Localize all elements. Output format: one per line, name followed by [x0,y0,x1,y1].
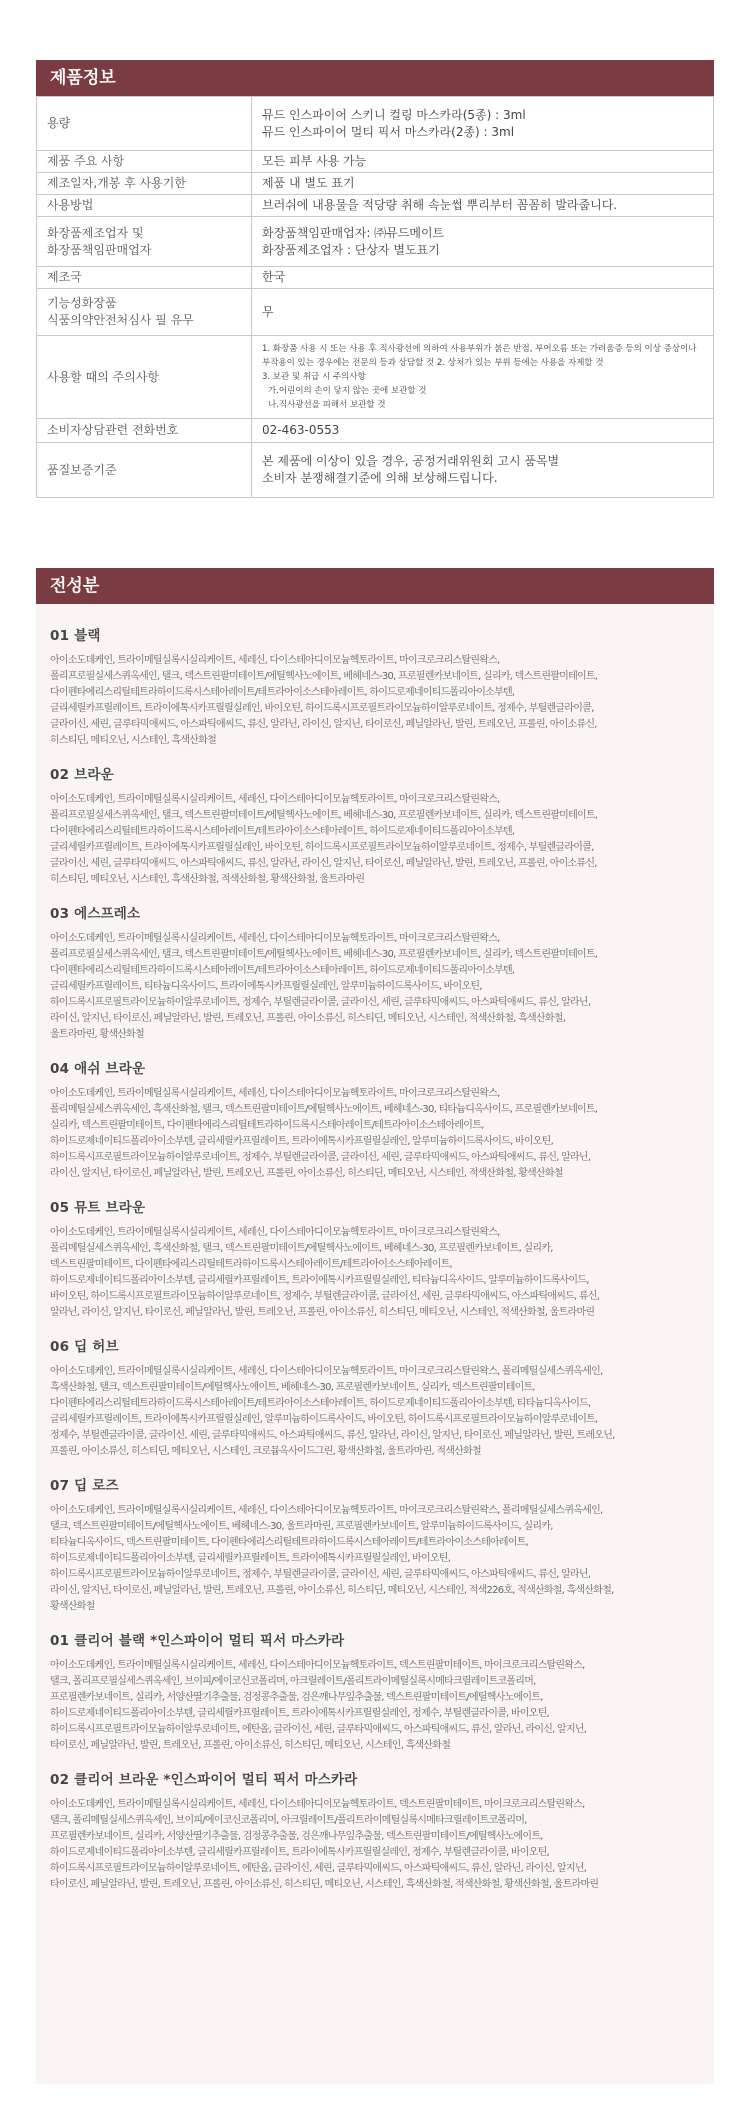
info-value [252,195,714,217]
info-value-line: 모든 피부 사용 가능 [262,154,367,168]
info-row [37,217,714,267]
ingredient-list-line: 라이신, 알지닌, 타이로신, 페닐알라닌, 발린, 트레오닌, 프롤린, 아이소류신, 히스티딘, 메티오닌, 시스테인, 적색산화철, 황색산화철 [50,1168,563,1179]
ingredient-list-line: 하이드로제네이티드폴리아이소부텐, 글리세릴카프릴레이트, 트라이에톡시카프릴릴실레인, 알루미늄하이드록사이드, 바이오틴, [50,1136,553,1147]
info-value-line: 부작용이 있는 경우에는 전문의 등과 상담할 것 2. 상처가 있는 부위 등에는 사용을 자제할 것 [262,358,604,368]
ingredient-list-line: 하이드록시프로필트라이모늄하이알루로네이트, 정제수, 부틸렌글라이콜, 글라이신, 세린, 글루타믹애씨드, 아스파틱애씨드, 류신, 알라닌, [50,997,591,1008]
ingredient-block [50,902,700,1043]
info-value [252,336,714,419]
info-label-line: 기능성화장품 [47,296,117,310]
info-value-line: 무 [262,304,274,319]
ingredient-list-line: 폴리메틸실세스퀴옥세인, 흑색산화철, 탤크, 덱스트린팔미테이트/에틸헥사노에이트, 베헤네스-30, 프로필렌카보네이트, 실리카, [50,1243,553,1254]
info-value-line: 한국 [262,270,286,284]
ingredient-list-line: 실리카, 덱스트린팔미테이트, 다이펜타에리스리틸테트라하이드록시스테아레이트/테트라아이소스테아레이트, [50,1120,484,1131]
ingredient-list-line: 라이신, 알지닌, 타이로신, 페닐알라닌, 발린, 트레오닌, 프롤린, 아이소류신, 히스티딘, 메티오닌, 시스테인, 적색산화철, 흑색산화철, [50,1013,566,1024]
ingredient-list-line: 정제수, 부틸렌글라이콜, 글라이신, 세린, 글루타믹애씨드, 아스파틱애씨드, 류신, 알라닌, 라이신, 알지닌, 타이로신, 페닐알라닌, 발린, 트레오닌, [50,1430,615,1441]
ingredient-list-line: 하이드록시프로필트라이모늄하이알루로네이트, 에탄올, 글라이신, 세린, 글루타믹애씨드, 아스파틱애씨드, 류신, 알라닌, 라이신, 알지닌, [50,1724,587,1735]
ingredient-list-line: 라이신, 알지닌, 타이로신, 페닐알라닌, 발린, 트레오닌, 프롤린, 아이소류신, 히스티딘, 메티오닌, 시스테인, 적색226호, 적색산화철, 흑색산화철, [50,1585,614,1596]
ingredient-list-line: 울트라마린, 황색산화철 [50,1029,144,1040]
info-value-line: 3. 보관 및 취급 시 주의사항 [262,372,366,382]
info-value-line: 뮤드 인스파이어 스키니 컬링 마스카라(5종) : 3ml [262,107,526,122]
ingredient-list-line: 히스티딘, 메티오닌, 시스테인, 흑색산화철, 적색산화철, 황색산화철, 울트라마린 [50,874,365,885]
ingredient-shade-title: 06 딥 허브 [50,1339,119,1355]
product-info-table [36,96,714,498]
ingredient-list-line: 타이로신, 페닐알라닌, 발린, 트레오닌, 프롤린, 아이소류신, 히스티딘, 메티오닌, 시스테인, 흑색산화철 [50,1740,451,1751]
ingredient-list-line: 아이소도데케인, 트라이메틸실록시실리케이트, 세레신, 다이스테아디이모늄헥토라이트, 마이크로크리스탈린왁스, 폴리메틸실세스퀴옥세인, [50,1366,603,1377]
info-label-line: 제조국 [47,270,82,284]
ingredient-block [50,624,700,749]
info-value-line: 02-463-0553 [262,423,340,437]
info-row [37,443,714,498]
ingredient-list-line: 티타늄디옥사이드, 덱스트린팔미테이트, 다이펜타에리스리틸테트라하이드록시스테아레이트/테트라아이소스테아레이트, [50,1537,529,1548]
ingredient-list-line: 하이드로제네이티드폴리아이소부텐, 글리세릴카프릴레이트, 트라이에톡시카프릴릴실레인, 정제수, 부틸렌글라이콜, 바이오틴, [50,1708,549,1719]
ingredient-list-line: 글리세릴카프릴레이트, 트라이에톡시카프릴릴실레인, 바이오틴, 하이드록시프로필트라이모늄하이알루로네이트, 정제수, 부틸렌글라이콜, [50,842,594,853]
ingredient-list-line: 하이드로제네이티드폴리아이소부텐, 글리세릴카프릴레이트, 트라이에톡시카프릴릴실레인, 바이오틴, [50,1553,451,1564]
ingredient-list-line: 흑색산화철, 탤크, 덱스트린팔미테이트/에틸헥사노에이트, 베헤네스-30, 프로필렌카보네이트, 실리카, 덱스트린팔미테이트, [50,1382,535,1393]
info-row [37,97,714,151]
info-label-line: 품질보증기준 [47,462,117,477]
ingredient-list-line: 히스티딘, 메티오닌, 시스테인, 흑색산화철 [50,735,217,746]
info-row [37,195,714,217]
ingredient-list-line: 다이펜타에리스리틸테트라하이드록시스테아레이트/테트라아이소스테아레이트, 하이드로제네이티드폴리아이소부텐, [50,965,515,976]
info-value-line: 나.직사광선을 피해서 보관할 것 [268,400,386,410]
ingredient-list-line: 하이드로제네이티드폴리아이소부텐, 글리세릴카프릴레이트, 트라이에톡시카프릴릴실레인, 정제수, 부틸렌글라이콜, 바이오틴, [50,1847,549,1858]
info-value [252,151,714,173]
ingredient-list-line: 다이펜타에리스리틸테트라하이드록시스테아레이트/테트라아이소스테아레이트, 하이드로제네이티드폴리아이소부텐, 티타늄디옥사이드, [50,1398,591,1409]
info-value-line: 뮤드 인스파이어 멀티 픽서 마스카라(2종) : 3ml [262,124,515,139]
info-label [37,289,252,336]
info-label [37,97,252,151]
ingredient-list-line: 글라이신, 세린, 글루타믹애씨드, 아스파틱애씨드, 류신, 알라닌, 라이신, 알지닌, 타이로신, 페닐알라닌, 발린, 트레오닌, 프롤린, 아이소류신, [50,719,597,730]
ingredient-list-line: 폴리프로필실세스퀴옥세인, 탤크, 덱스트린팔미테이트/에틸헥사노에이트, 베헤네스-30, 프로필렌카보네이트, 실리카, 덱스트린팔미테이트, [50,671,598,682]
info-label [37,151,252,173]
ingredient-list-line: 글리세릴카프릴레이트, 트라이에톡시카프릴릴실레인, 바이오틴, 하이드록시프로필트라이모늄하이알루로네이트, 정제수, 부틸렌글라이콜, [50,703,594,714]
ingredient-list-line: 하이드록시프로필트라이모늄하이알루로네이트, 정제수, 부틸렌글라이콜, 글라이신, 세린, 글루타믹애씨드, 아스파틱애씨드, 류신, 알라닌, [50,1569,591,1580]
ingredient-list-line: 글리세릴카프릴레이트, 트라이에톡시카프릴릴실레인, 알루미늄하이드록사이드, 바이오틴, 하이드록시프로필트라이모늄하이알루로네이트, [50,1414,598,1425]
ingredient-block [50,1057,700,1182]
ingredient-shade-title: 03 에스프레소 [50,906,141,922]
ingredient-list-line: 다이펜타에리스리틸테트라하이드록시스테아레이트/테트라아이소스테아레이트, 하이드로제네이티드폴리아이소부텐, [50,826,515,837]
info-label [37,195,252,217]
info-value-line: 제품 내 별도 표기 [262,176,355,190]
ingredient-shade-title: 02 클리어 브라운 *인스파이어 멀티 픽서 마스카라 [50,1772,358,1788]
info-value [252,443,714,498]
info-label-line: 사용방법 [47,198,94,212]
ingredient-list-line: 아이소도데케인, 트라이메틸실록시실리케이트, 세레신, 다이스테아디이모늄헥토라이트, 덱스트린팔미테이트, 마이크로크리스탈린왁스, [50,1799,585,1810]
ingredient-list-line: 폴리프로필실세스퀴옥세인, 탤크, 덱스트린팔미테이트/에틸헥사노에이트, 베헤네스-30, 프로필렌카보네이트, 실리카, 덱스트린팔미테이트, [50,810,598,821]
ingredient-list-line: 폴리프로필실세스퀴옥세인, 탤크, 덱스트린팔미테이트/에틸헥사노에이트, 베헤네스-30, 프로필렌카보네이트, 실리카, 덱스트린팔미테이트, [50,949,598,960]
info-row [37,173,714,195]
info-label-line: 사용할 때의 주의사항 [47,369,159,384]
ingredient-list-line: 탤크, 폴리메틸실세스퀴옥세인, 브이피/에이코신코폴리머, 아크릴레이트/폴리트라이메틸실록시메타크릴레이트코폴리머, [50,1815,527,1826]
info-row [37,151,714,173]
ingredient-block [50,1335,700,1460]
info-label [37,336,252,419]
info-value-line: 브러쉬에 내용물을 적당량 취해 속눈썹 뿌리부터 꼼꼼히 발라줍니다. [262,198,618,212]
info-value-line: 소비자 분쟁해결기준에 의해 보상해드립니다. [262,471,498,485]
info-row [37,289,714,336]
ingredients-header: 전성분 [36,568,714,604]
ingredient-block [50,1768,700,1893]
ingredient-list-line: 알라닌, 라이신, 알지닌, 타이로신, 페닐알라닌, 발린, 트레오닌, 프롤린, 아이소류신, 히스티딘, 메티오닌, 시스테인, 적색산화철, 울트라마린 [50,1307,595,1318]
info-label-line: 화장품제조업자 및 [47,225,144,240]
ingredient-list-line: 덱스트린팔미테이트, 다이펜타에리스리틸테트라하이드록시스테아레이트/테트라아이소스테아레이트, [50,1259,452,1270]
ingredient-list-line: 글라이신, 세린, 글루타믹애씨드, 아스파틱애씨드, 류신, 알라닌, 라이신, 알지닌, 타이로신, 페닐알라닌, 발린, 트레오닌, 프롤린, 아이소류신, [50,858,597,869]
info-label-line: 제조일자,개봉 후 사용기한 [47,176,186,190]
ingredient-list-line: 아이소도데케인, 트라이메틸실록시실리케이트, 세레신, 다이스테아디이모늄헥토라이트, 마이크로크리스탈린왁스, [50,933,500,944]
info-label [37,217,252,267]
info-value-line: 1. 화장품 사용 시 또는 사용 후 직사광선에 의하여 사용부위가 붉은 반점, 부어오름 또는 가려움증 등의 이상 증상이나 [262,344,697,354]
ingredient-shade-title: 05 뮤트 브라운 [50,1200,146,1216]
product-info-header: 제품정보 [36,60,714,96]
ingredient-list-line: 글리세릴카프릴레이트, 티타늄디옥사이드, 트라이에톡시카프릴릴실레인, 알루미늄하이드록사이드, 바이오틴, [50,981,482,992]
ingredient-list-line: 프로필렌카보네이트, 실리카, 서양산딸기추출물, 검정콩추출물, 검은깨나무잎추출물, 덱스트린팔미테이트/에틸헥사노에이트, [50,1831,543,1842]
ingredients-panel [36,604,714,2084]
ingredient-block [50,763,700,888]
info-label [37,267,252,289]
ingredient-list-line: 하이드록시프로필트라이모늄하이알루로네이트, 에탄올, 글라이신, 세린, 글루타믹애씨드, 아스파틱애씨드, 류신, 알라닌, 라이신, 알지닌, [50,1863,587,1874]
info-label-line: 식품의약안전처심사 필 유무 [47,313,194,327]
info-row [37,267,714,289]
info-label-line: 소비자상담관련 전화번호 [47,423,179,437]
info-label-line: 제품 주요 사항 [47,154,125,168]
ingredient-shade-title: 04 애쉬 브라운 [50,1061,146,1077]
ingredient-list-line: 아이소도데케인, 트라이메틸실록시실리케이트, 세레신, 다이스테아디이모늄헥토라이트, 마이크로크리스탈린왁스, [50,794,500,805]
ingredient-list-line: 아이소도데케인, 트라이메틸실록시실리케이트, 세레신, 다이스테아디이모늄헥토라이트, 마이크로크리스탈린왁스, [50,655,500,666]
info-row [37,419,714,443]
info-row [37,336,714,419]
info-value [252,217,714,267]
info-value [252,267,714,289]
info-label [37,443,252,498]
ingredient-block [50,1629,700,1754]
ingredient-shade-title: 07 딥 로즈 [50,1478,119,1494]
info-value [252,173,714,195]
info-value [252,289,714,336]
ingredient-list-line: 황색산화철 [50,1601,95,1612]
info-value [252,419,714,443]
ingredient-list-line: 다이펜타에리스리틸테트라하이드록시스테아레이트/테트라아이소스테아레이트, 하이드로제네이티드폴리아이소부텐, [50,687,515,698]
ingredient-list-line: 타이로신, 페닐알라닌, 발린, 트레오닌, 프롤린, 아이소류신, 히스티딘, 메티오닌, 시스테인, 흑색산화철, 적색산화철, 황색산화철, 울트라마린 [50,1879,599,1890]
info-value [252,97,714,151]
ingredient-shade-title: 02 브라운 [50,767,114,783]
ingredient-list-line: 아이소도데케인, 트라이메틸실록시실리케이트, 세레신, 다이스테아디이모늄헥토라이트, 덱스트린팔미테이트, 마이크로크리스탈린왁스, [50,1660,585,1671]
ingredient-list-line: 탤크, 폴리프로필실세스퀴옥세인, 브이피/에이코신코폴리머, 아크릴레이트/폴리트라이메틸실록시메타크릴레이트코폴리머, [50,1676,536,1687]
ingredient-list-line: 아이소도데케인, 트라이메틸실록시실리케이트, 세레신, 다이스테아디이모늄헥토라이트, 마이크로크리스탈린왁스, [50,1227,500,1238]
info-label-line: 용량 [47,116,71,130]
ingredient-list-line: 아이소도데케인, 트라이메틸실록시실리케이트, 세레신, 다이스테아디이모늄헥토라이트, 마이크로크리스탈린왁스, [50,1088,500,1099]
ingredient-list-line: 프롤린, 아이소류신, 히스티딘, 메티오닌, 시스테인, 크로뮴옥사이드그린, 황색산화철, 울트라마린, 적색산화철 [50,1446,481,1457]
ingredient-block [50,1196,700,1321]
ingredient-list-line: 폴리메틸실세스퀴옥세인, 흑색산화철, 탤크, 덱스트린팔미테이트/에틸헥사노에이트, 베헤네스-30, 티타늄디옥사이드, 프로필렌카보네이트, [50,1104,598,1115]
info-value-line: 본 제품에 이상이 있을 경우, 공정거래위원회 고시 품목별 [262,454,560,468]
info-label [37,173,252,195]
info-value-line: 화장품책임판매업자: ㈜뮤드메이트 [262,225,445,240]
info-value-line: 화장품제조업자 : 단상자 별도표기 [262,242,440,257]
ingredient-list-line: 프로필렌카보네이트, 실리카, 서양산딸기추출물, 검정콩추출물, 검은깨나무잎추출물, 덱스트린팔미테이트/에틸헥사노에이트, [50,1692,543,1703]
ingredient-list-line: 탤크, 덱스트린팔미테이트/에틸헥사노에이트, 베헤네스-30, 울트라마린, 프로필렌카보네이트, 알루미늄하이드록사이드, 실리카, [50,1521,553,1532]
ingredient-shade-title: 01 클리어 블랙 *인스파이어 멀티 픽서 마스카라 [50,1633,345,1649]
ingredient-list-line: 바이오틴, 하이드록시프로필트라이모늄하이알루로네이트, 정제수, 부틸렌글라이콜, 글라이신, 세린, 글루타믹애씨드, 아스파틱애씨드, 류신, [50,1291,600,1302]
info-label-line: 화장품책임판매업자 [47,242,152,257]
ingredient-block [50,1474,700,1615]
info-label [37,419,252,443]
ingredient-list-line: 아이소도데케인, 트라이메틸실록시실리케이트, 세레신, 다이스테아디이모늄헥토라이트, 마이크로크리스탈린왁스, 폴리메틸실세스퀴옥세인, [50,1505,603,1516]
ingredient-list-line: 하이드로제네이티드폴리아이소부텐, 글리세릴카프릴레이트, 트라이에톡시카프릴릴실레인, 티타늄디옥사이드, 알루미늄하이드록사이드, [50,1275,589,1286]
ingredient-shade-title: 01 블랙 [50,628,101,644]
ingredient-list-line: 하이드록시프로필트라이모늄하이알루로네이트, 정제수, 부틸렌글라이콜, 글라이신, 세린, 글루타믹애씨드, 아스파틱애씨드, 류신, 알라닌, [50,1152,591,1163]
info-value-line: 가.어린이의 손이 닿지 않는 곳에 보관할 것 [268,386,427,396]
